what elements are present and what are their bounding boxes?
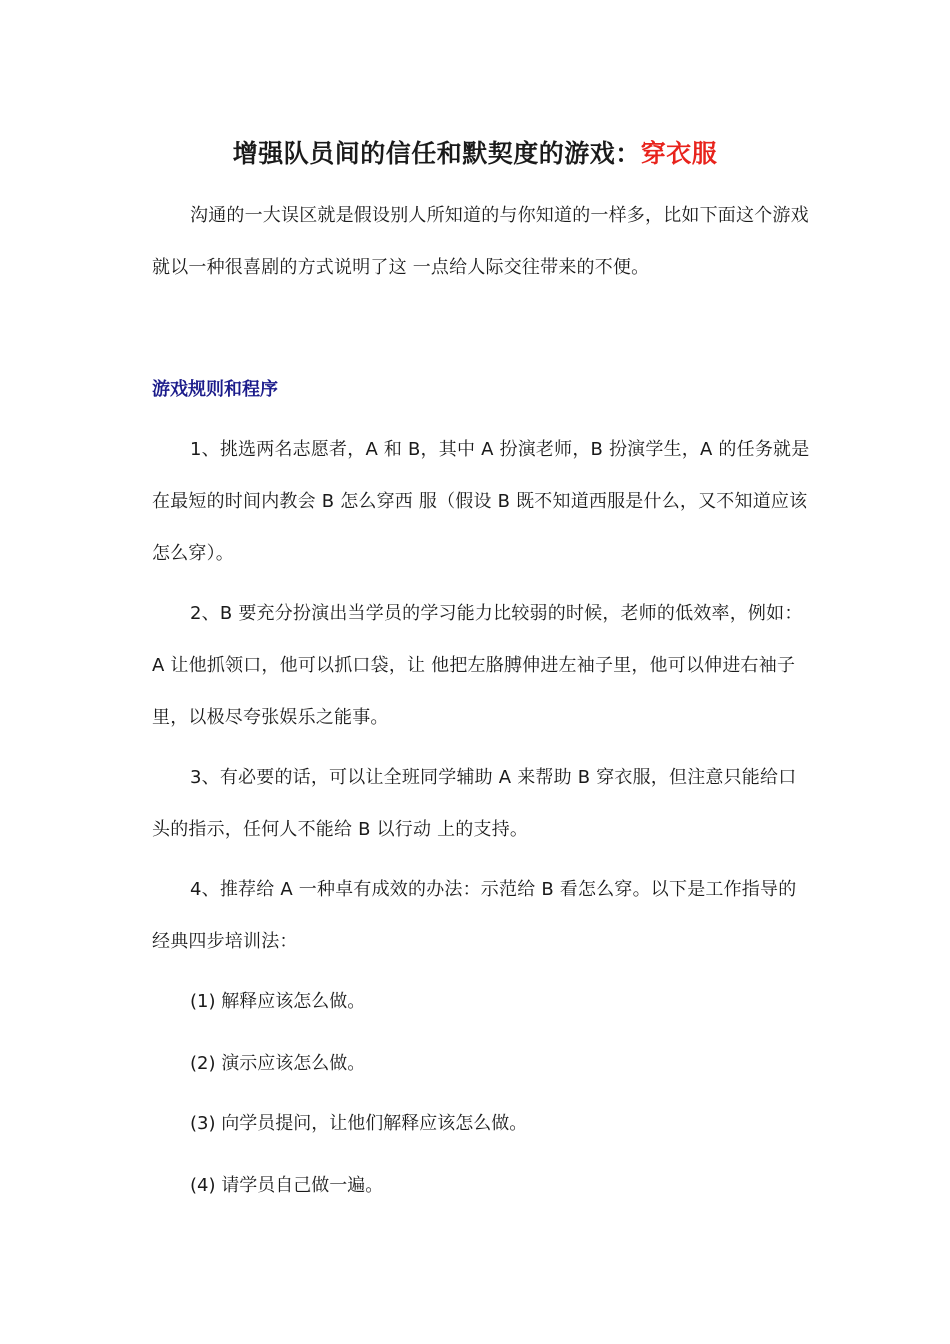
rule-paragraph-2: 2、B 要充分扮演出当学员的学习能力比较弱的时候，老师的低效率，例如：A 让他抓领口，他可以抓口袋，让 他把左胳膊伸进左袖子里，他可以伸进右袖子里，以极尽夸张娱乐之能事。 (152, 603, 803, 728)
rule-paragraph-3: 3、有必要的话，可以让全班同学辅助 A 来帮助 B 穿衣服，但注意只能给口头的指示，任何人不能给 B 以行动 上的支持。 (152, 767, 797, 840)
training-step-4: (4) 请学员自己做一遍。 (190, 1175, 384, 1196)
training-step-3: (3) 向学员提问，让他们解释应该怎么做。 (190, 1113, 528, 1134)
rule-paragraph-1: 1、挑选两名志愿者，A 和 B，其中 A 扮演老师，B 扮演学生，A 的任务就是在最短的时间内教会 B 怎么穿西 服（假设 B 既不知道西服是什么，又不知道应该怎么穿）。 (152, 439, 810, 564)
page-title (0, 134, 950, 174)
intro-paragraph: 沟通的一大误区就是假设别人所知道的与你知道的一样多，比如下面这个游戏就以一种很喜剧的方式说明了这 一点给人际交往带来的不便。 (152, 205, 809, 278)
training-step-2: (2) 演示应该怎么做。 (190, 1053, 366, 1074)
rule-paragraph-4: 4、推荐给 A 一种卓有成效的办法：示范给 B 看怎么穿。以下是工作指导的经典四步培训法： (152, 879, 797, 952)
training-step-1: (1) 解释应该怎么做。 (190, 991, 366, 1012)
section-heading: 游戏规则和程序 (152, 379, 278, 400)
title-accent: 穿衣服 (640, 139, 718, 168)
title-main: 增强队员间的信任和默契度的游戏： (232, 139, 641, 168)
